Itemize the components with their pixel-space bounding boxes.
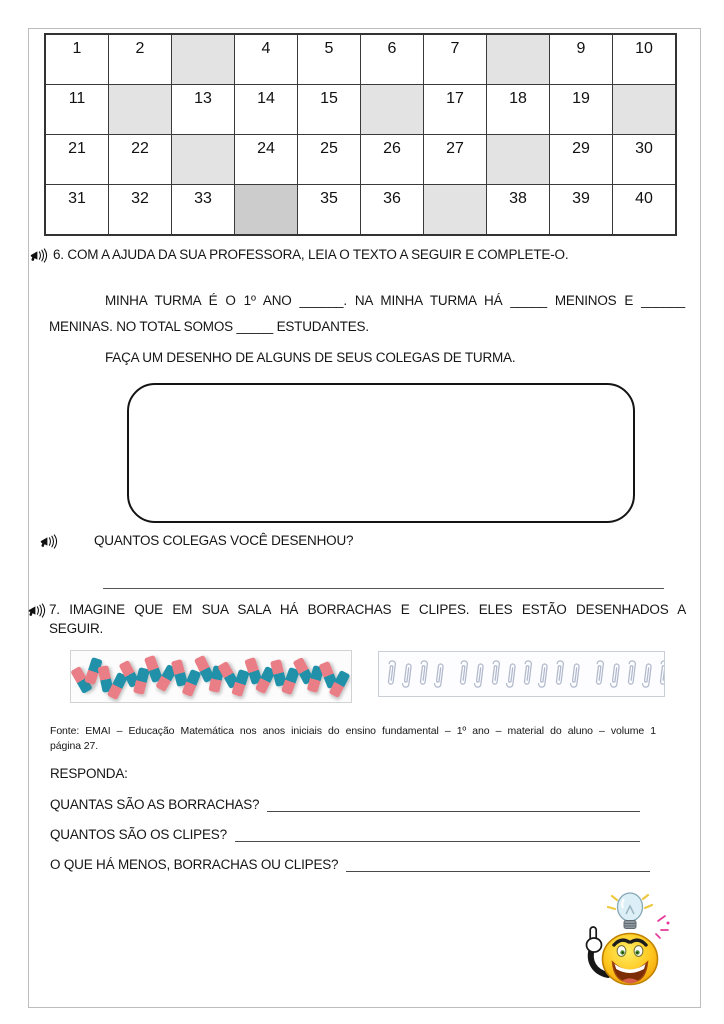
- missing-number-cell[interactable]: [487, 34, 550, 85]
- number-cell: 40: [613, 185, 677, 236]
- number-cell: 21: [45, 135, 109, 185]
- number-cell: 10: [613, 34, 677, 85]
- number-cell: 6: [361, 34, 424, 85]
- speaker-icon: [40, 534, 58, 549]
- number-cell: 30: [613, 135, 677, 185]
- paperclip-illustration: [566, 654, 585, 693]
- number-cell: 2: [109, 34, 172, 85]
- question-clipes-label: QUANTOS SÃO OS CLIPES?: [50, 827, 227, 842]
- responda-label: RESPONDA:: [50, 766, 128, 781]
- question-borrachas-row: [50, 797, 640, 812]
- number-cell: 27: [424, 135, 487, 185]
- number-cell: 24: [235, 135, 298, 185]
- number-cell: 17: [424, 85, 487, 135]
- question-clipes-row: [50, 827, 640, 842]
- count-question-label: QUANTOS COLEGAS VOCÊ DESENHOU?: [94, 533, 354, 548]
- fill-in-paragraph: [49, 288, 685, 340]
- paragraph-line-2: MENINAS. NO TOTAL SOMOS _____ ESTUDANTES.: [49, 319, 369, 334]
- number-cell: 15: [298, 85, 361, 135]
- question-7-line-1: 7. IMAGINE QUE EM SUA SALA HÁ BORRACHAS E CLIPES. ELES ESTÃO DESENHADOS A: [49, 602, 686, 617]
- question-menos-row: [50, 857, 650, 872]
- number-cell: 22: [109, 135, 172, 185]
- number-cell: 1: [45, 34, 109, 85]
- clips-image: [378, 651, 665, 697]
- source-citation: [50, 724, 656, 753]
- paragraph-line-1: MINHA TURMA É O 1º ANO ______. NA MINHA TURMA HÁ _____ MENINOS E ______: [105, 293, 685, 308]
- answer-line-menos[interactable]: [346, 857, 650, 872]
- number-cell: 32: [109, 185, 172, 236]
- number-cell: 19: [550, 85, 613, 135]
- missing-number-cell[interactable]: [172, 135, 235, 185]
- missing-number-cell[interactable]: [361, 85, 424, 135]
- question-borrachas-label: QUANTAS SÃO AS BORRACHAS?: [50, 797, 260, 812]
- question-6-header: [30, 247, 568, 263]
- draw-instruction: FAÇA UM DESENHO DE ALGUNS DE SEUS COLEGAS DE TURMA.: [105, 350, 516, 365]
- erasers-image: [70, 650, 352, 703]
- missing-number-cell[interactable]: [109, 85, 172, 135]
- number-cell: 9: [550, 34, 613, 85]
- number-cell: 31: [45, 185, 109, 236]
- answer-line-borrachas[interactable]: [267, 797, 640, 812]
- number-cell: 25: [298, 135, 361, 185]
- number-cell: 13: [172, 85, 235, 135]
- number-cell: 29: [550, 135, 613, 185]
- source-line-1: Fonte: EMAI – Educação Matemática nos anos iniciais do ensino fundamental – 1º ano – material do aluno – volume 1: [50, 725, 656, 737]
- missing-number-cell[interactable]: [235, 185, 298, 236]
- question-6-title: 6. COM A AJUDA DA SUA PROFESSORA, LEIA O TEXTO A SEGUIR E COMPLETE-O.: [53, 247, 569, 262]
- number-cell: 18: [487, 85, 550, 135]
- number-cell: 26: [361, 135, 424, 185]
- missing-number-cell[interactable]: [424, 185, 487, 236]
- answer-line-clipes[interactable]: [235, 827, 640, 842]
- idea-smiley-emoji: [583, 888, 675, 992]
- number-cell: 35: [298, 185, 361, 236]
- speaker-icon: [30, 248, 48, 263]
- number-cell: 11: [45, 85, 109, 135]
- number-cell: 38: [487, 185, 550, 236]
- question-7-line-2: SEGUIR.: [49, 621, 104, 636]
- missing-number-cell[interactable]: [172, 34, 235, 85]
- count-question-row: [40, 533, 353, 549]
- speaker-icon: [28, 603, 46, 618]
- eraser-illustration: [133, 667, 150, 695]
- number-cell: 33: [172, 185, 235, 236]
- question-menos-label: O QUE HÁ MENOS, BORRACHAS OU CLIPES?: [50, 857, 339, 872]
- number-table: [44, 33, 677, 236]
- number-cell: 39: [550, 185, 613, 236]
- question-7-header: [49, 600, 686, 638]
- missing-number-cell[interactable]: [613, 85, 677, 135]
- drawing-box[interactable]: [127, 383, 635, 523]
- number-cell: 7: [424, 34, 487, 85]
- source-line-2: página 27.: [50, 739, 99, 752]
- number-cell: 14: [235, 85, 298, 135]
- missing-number-cell[interactable]: [487, 135, 550, 185]
- paperclip-illustration: [430, 654, 449, 693]
- number-cell: 4: [235, 34, 298, 85]
- number-cell: 5: [298, 34, 361, 85]
- answer-line-colegas[interactable]: [103, 588, 664, 589]
- number-cell: 36: [361, 185, 424, 236]
